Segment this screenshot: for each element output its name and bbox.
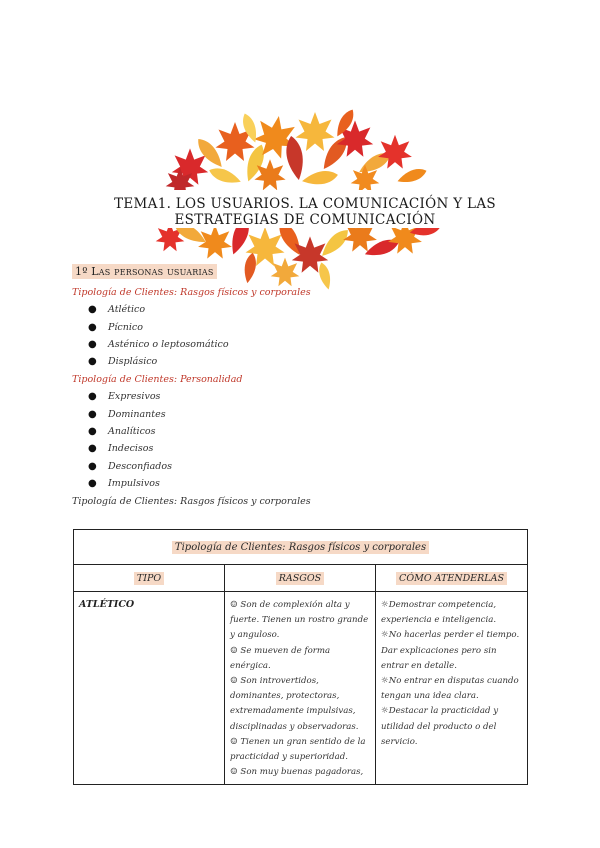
list-item: ● Asténico o leptosomático: [88, 338, 229, 350]
advice-line: ☼Destacar la practicidad y utilidad del producto o del servicio.: [381, 706, 499, 747]
table-caption: Tipología de Clientes: Rasgos físicos y corporales: [74, 530, 528, 565]
column-header-atender: CÓMO ATENDERLAS: [376, 565, 528, 592]
list-item: ● Displásico: [88, 356, 158, 368]
trait-line: ☺ Son de complexión alta y fuerte. Tienen un rostro grande y anguloso.: [230, 600, 369, 641]
list-item: ● Atlético: [88, 304, 146, 316]
trait-line: ☺ Son introvertidos, dominantes, protectoras, extremadamente impulsivas, disciplinadas y observadoras.: [230, 676, 359, 732]
leaf-cluster-top: [166, 108, 429, 196]
table-caption-row: [74, 530, 528, 565]
cell-atender: [376, 592, 528, 785]
subheading-physical-traits-repeat: Tipología de Clientes: Rasgos físicos y corporales: [72, 496, 311, 507]
table-header-row: [74, 565, 528, 592]
column-header-tipo: TIPO: [74, 565, 225, 592]
list-personality-types: [88, 388, 172, 492]
list-item: ● Dominantes: [88, 408, 166, 420]
bullet-icon: ●: [88, 338, 97, 350]
list-item: ● Impulsivos: [88, 478, 160, 490]
bullet-icon: ●: [88, 391, 97, 403]
bullet-icon: ●: [88, 356, 97, 368]
advice-line: ☼No hacerlas perder el tiempo. Dar explicaciones pero sin entrar en detalle.: [381, 630, 520, 671]
bullet-icon: ●: [88, 321, 97, 333]
bullet-icon: ●: [88, 408, 97, 420]
column-header-rasgos: RASGOS: [225, 565, 376, 592]
list-physical-types: [88, 301, 229, 371]
document-title: TEMA1. LOS USUARIOS. LA COMUNICACIÓN Y LAS ESTRATEGIAS DE COMUNICACIÓN: [114, 196, 496, 228]
list-item: ● Expresivos: [88, 391, 161, 403]
advice-line: ☼No entrar en disputas cuando tengan una idea clara.: [381, 676, 519, 702]
advice-line: ☼Demostrar competencia, experiencia e inteligencia.: [381, 600, 497, 626]
cell-rasgos: [225, 592, 376, 785]
trait-line: ☺ Se mueven de forma enérgica.: [230, 645, 331, 671]
list-item: ● Pícnico: [88, 321, 143, 333]
subheading-physical-traits: Tipología de Clientes: Rasgos físicos y corporales: [72, 287, 311, 298]
table-row: [74, 592, 528, 785]
list-item: ● Indecisos: [88, 443, 154, 455]
client-typology-table: [73, 529, 528, 785]
section-heading: 1º Las personas usuarias: [72, 264, 217, 279]
list-item: ● Desconfiados: [88, 460, 172, 472]
bullet-icon: ●: [88, 425, 97, 437]
trait-line: ☺ Tienen un gran sentido de la practicidad y superioridad.: [230, 736, 366, 763]
list-item: ● Analíticos: [88, 425, 156, 437]
bullet-icon: ●: [88, 460, 97, 472]
trait-line: ☺ Son muy buenas pagadoras,: [230, 767, 364, 778]
subheading-personality: Tipología de Clientes: Personalidad: [72, 374, 243, 385]
bullet-icon: ●: [88, 304, 97, 316]
bullet-icon: ●: [88, 478, 97, 490]
bullet-icon: ●: [88, 443, 97, 455]
cell-tipo: ATLÉTICO: [74, 592, 225, 785]
